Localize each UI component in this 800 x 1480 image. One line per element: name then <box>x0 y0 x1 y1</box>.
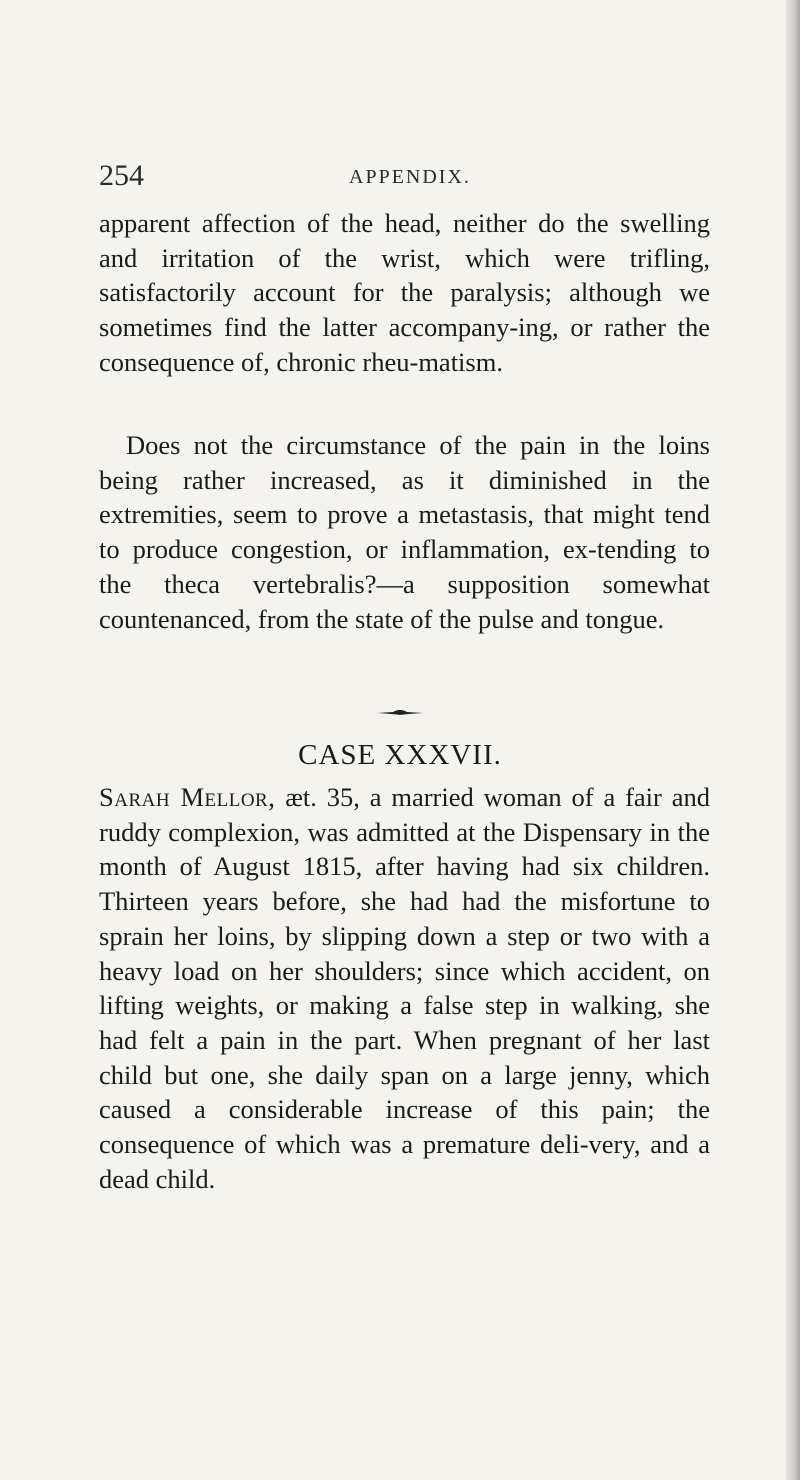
section-ornament-icon <box>375 705 425 719</box>
case-body: æt. 35, a married woman of a fair and ruddy complexion, was admitted at the Dispensary in the month of August 1815, after having had six children. Thirteen years before, she had had the misfortune to sprain her loins, by slipping down a step or two with a heavy load on her shoulders; since which accident, on lifting weights, or making a false step in walking, she had felt a pain in the part. When pregnant of her last child but one, she daily span on a large jenny, which caused a considerable increase of this pain; the consequence of which was a premature deli-very, and a dead child. <box>99 782 710 1194</box>
case-heading: CASE XXXVII. <box>298 739 502 771</box>
page-header <box>99 158 709 194</box>
paragraph-1: apparent affection of the head, neither do the swelling and irritation of the wrist, which were trifling, satisfactorily account for the paralysis; although we sometimes find the latter accompany-ing, or rather the consequence of, chronic rheu-matism. <box>99 208 710 377</box>
page-number: 254 <box>99 159 144 192</box>
patient-name: Sarah Mellor, <box>99 782 276 812</box>
case-paragraph <box>99 780 710 1196</box>
paragraph-2: Does not the circumstance of the pain in the loins being rather increased, as it diminished in the extremities, seem to prove a metastasis, that might tend to produce congestion, or inflammation, ex-tending to the theca vertebralis?—a supposition somewhat countenanced, from the state of the pulse and tongue. <box>99 430 710 634</box>
running-head: APPENDIX. <box>349 166 471 188</box>
